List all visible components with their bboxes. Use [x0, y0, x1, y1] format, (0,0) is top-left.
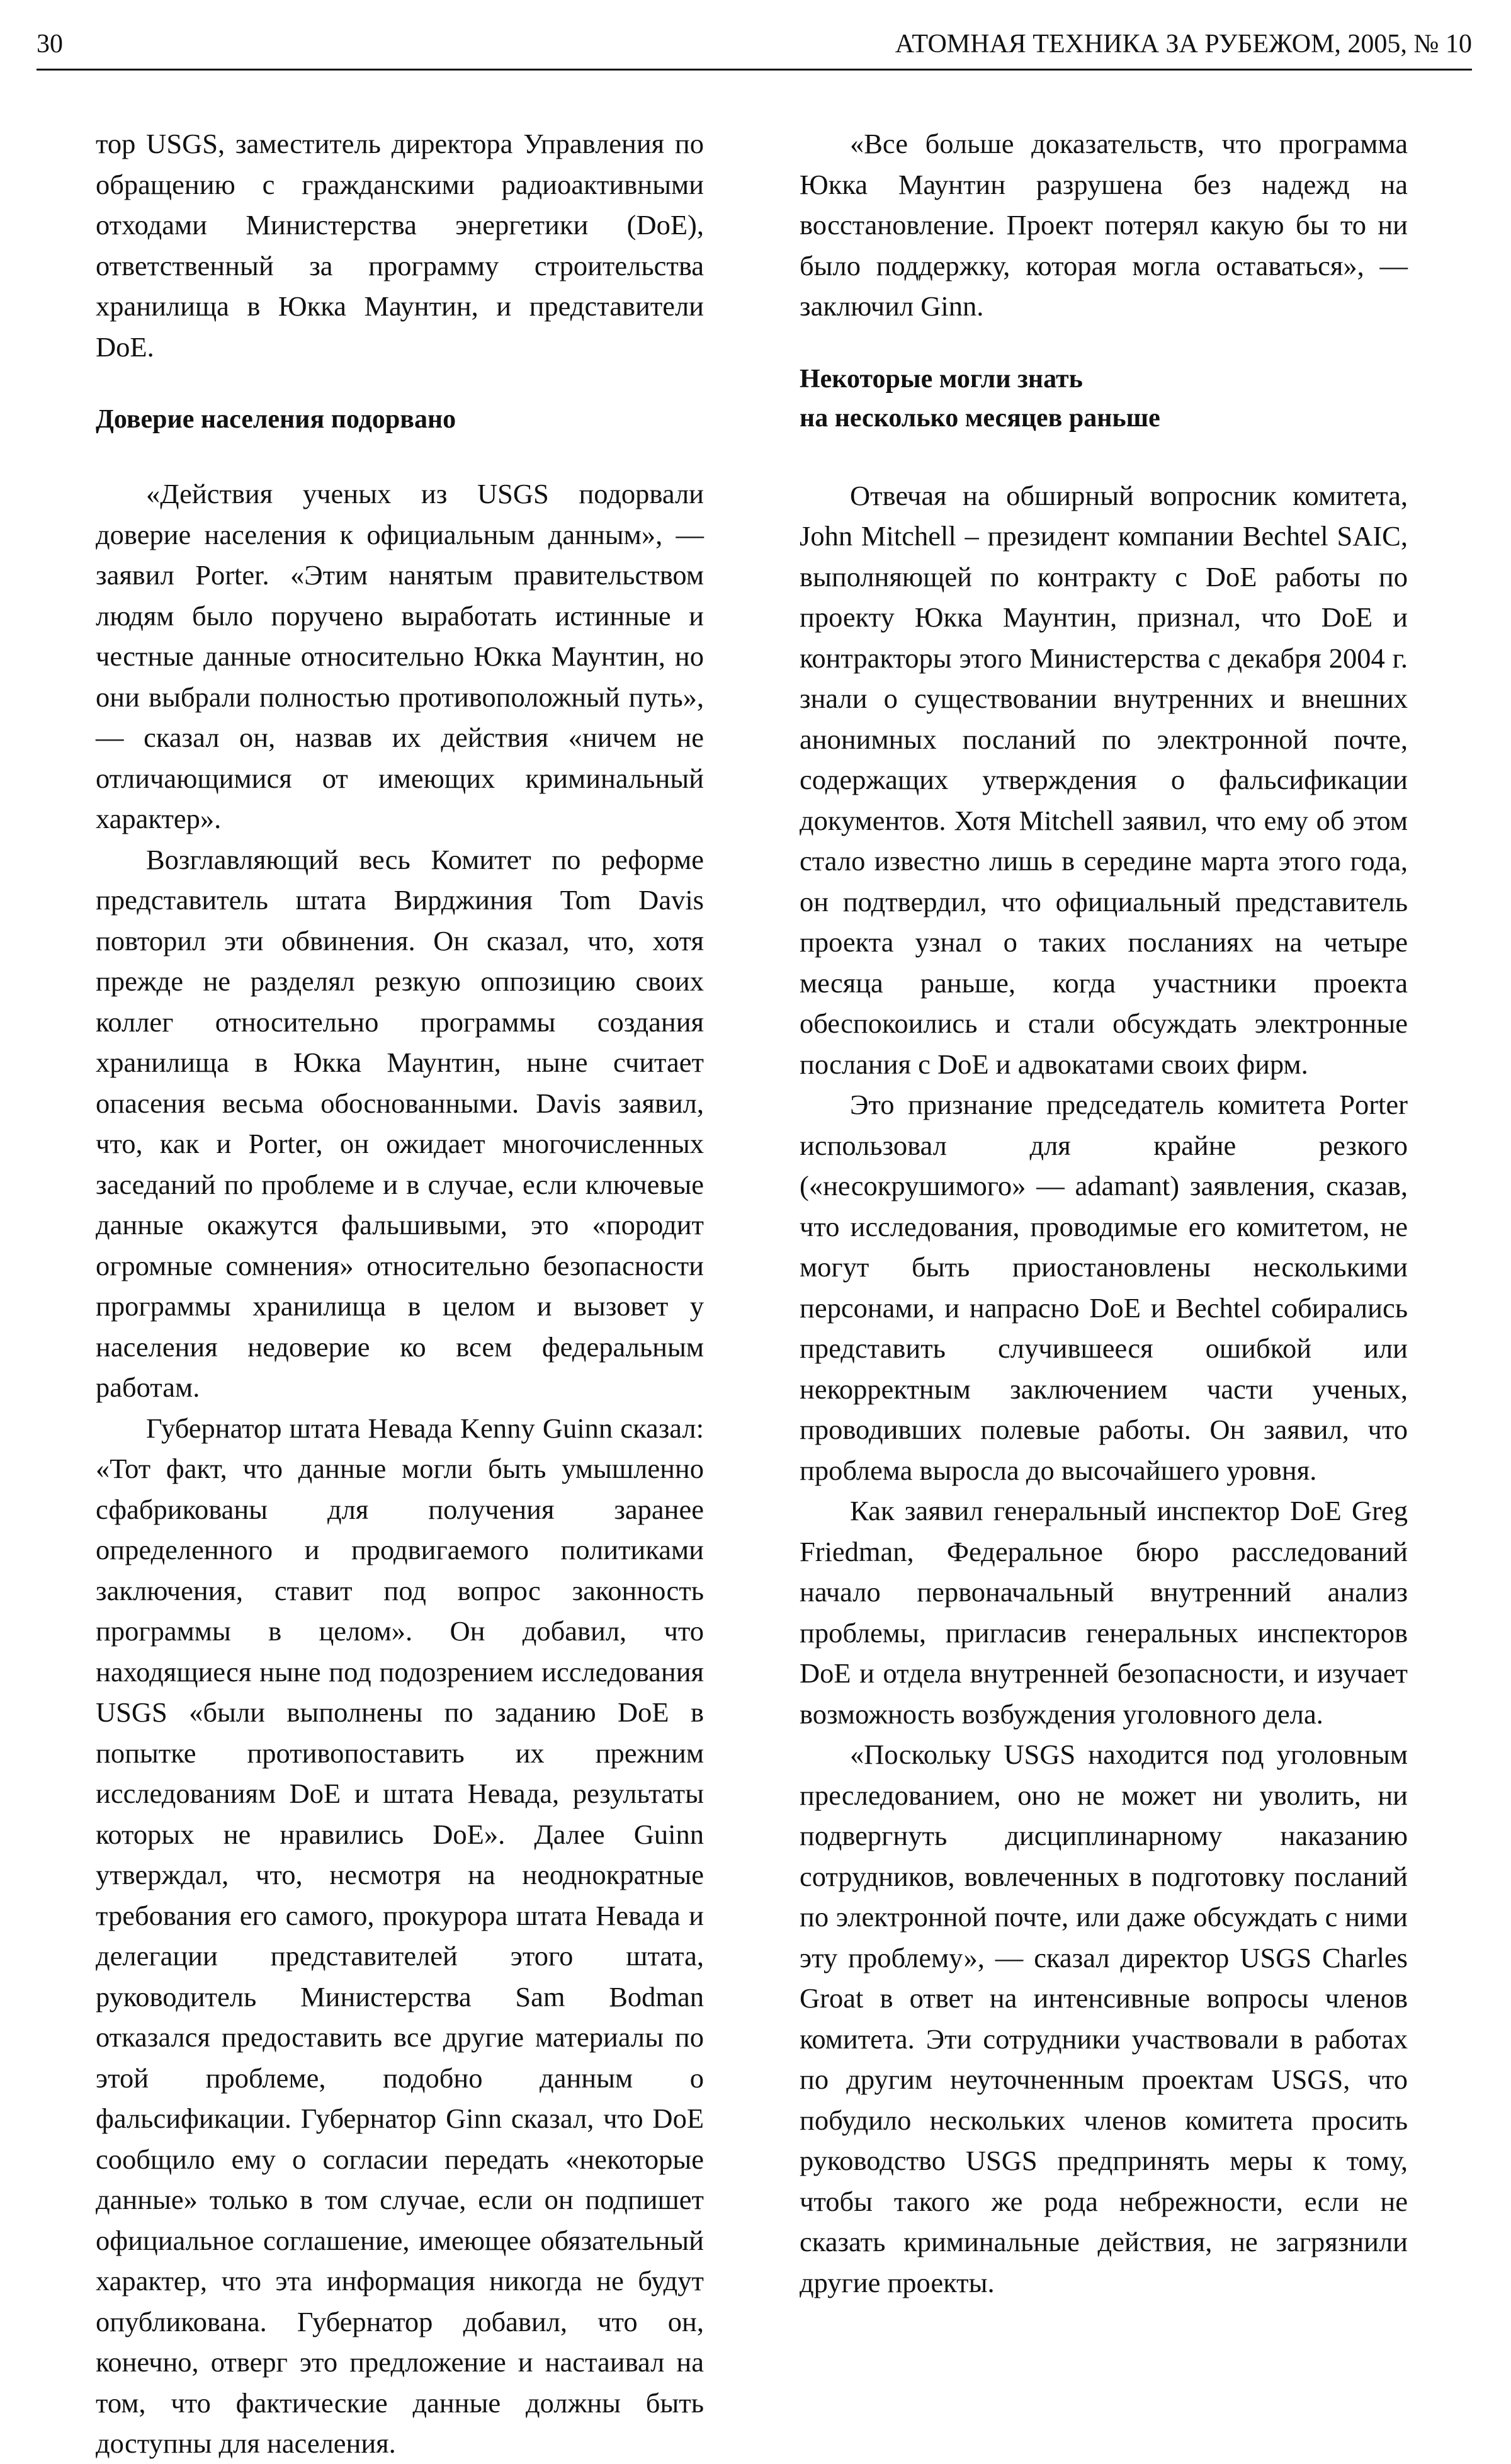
paragraph: «Поскольку USGS находится под уголовным преследованием, оно не может ни уволить, ни подвергнуть дисциплинарному наказанию сотрудников, вовлеченных в подготовку посланий по электронной почте, или даже обсуждать с ними эту проблему», — сказал директор USGS Charles Groat в ответ на интенсивные вопросы членов комитета. Эти сотрудники участвовали в работах по другим неуточненным проектам USGS, что побудило нескольких членов комитета просить руководство USGS предпринять меры к тому, чтобы такого же рода небрежности, если не сказать криминальные действия, не загрязнили другие проекты. — [800, 1739, 1408, 2298]
paragraph: «Действия ученых из USGS подорвали доверие населения к официальным данным», — заявил Porter. «Этим нанятым правительством людям было поручено выработать истинные и честные данные относительно Юкка Маунтин, но они выбрали полностью противоположный путь», — сказал он, назвав их действия «ничем не отличающимися от имеющих криминальный характер». — [96, 478, 704, 834]
paragraph: Возглавляющий весь Комитет по реформе представитель штата Вирджиния Tom Davis повторил эти обвинения. Он сказал, что, хотя прежде не разделял резкую оппозицию своих коллег относительно программы создания хранилища в Юкка Маунтин, ныне считает опасения весьма обоснованными. Davis заявил, что, как и Porter, он ожидает многочисленных заседаний по проблеме и в случае, если ключевые данные окажутся фальшивыми, это «породит огромные сомнения» относительно безопасности программы хранилища в целом и вызовет у населения недоверие ко всем федеральным работам. — [96, 843, 704, 1403]
left-column — [96, 123, 704, 2464]
section-heading-line: Некоторые могли знать — [800, 364, 1083, 394]
paragraph: Это признание председатель комитета Porter использовал для крайне резкого («несокрушимого» — adamant) заявления, сказав, что исследования, проводимые его комитетом, не могут быть приостановлены несколькими персонами, и напрасно DoE и Bechtel собирались представить случившееся ошибкой или некорректным заключением части ученых, проводивших полевые работы. Он заявил, что проблема выросла до высочайшего уровня. — [800, 1089, 1408, 1486]
journal-title: АТОМНАЯ ТЕХНИКА ЗА РУБЕЖОМ, 2005, № 10 — [895, 30, 1472, 59]
section-heading: Доверие населения подорвано — [96, 405, 456, 434]
section-heading-line: на несколько месяцев раньше — [800, 403, 1160, 433]
paragraph: тор USGS, заместитель директора Управления по обращению с гражданскими радиоактивными отходами Министерства энергетики (DoE), ответственный за программу строительства хранилища в Юкка Маунтин, и представители DoE. — [96, 128, 704, 363]
right-column — [800, 123, 1408, 2303]
paragraph: Как заявил генеральный инспектор DoE Greg Friedman, Федеральное бюро расследований начало первоначальный внутренний анализ проблемы, пригласив генеральных инспекторов DoE и отдела внутренней безопасности, и изучает возможность возбуждения уголовного дела. — [800, 1495, 1408, 1730]
paragraph: «Все больше доказательств, что программа Юкка Маунтин разрушена без надежд на восстановление. Проект потерял какую бы то ни было поддержку, которая могла оставаться», — заключил Ginn. — [800, 128, 1408, 322]
page-header — [37, 25, 1472, 71]
page-number: 30 — [37, 30, 63, 59]
paragraph: Отвечая на обширный вопросник комитета, John Mitchell – президент компании Bechtel SAIC, выполняющей по контракту с DoE работы по проекту Юкка Маунтин, признал, что DoE и контракторы этого Министерства с декабря 2004 г. знали о существовании внутренних и внешних анонимных посланий по электронной почте, содержащих утверждения о фальсификации документов. Хотя Mitchell заявил, что ему об этом стало известно лишь в середине марта этого года, он подтвердил, что официальный представитель проекта узнал о таких посланиях на четыре месяца раньше, когда участники проекта обеспокоились и стали обсуждать электронные послания с DoE и адвокатами своих фирм. — [800, 479, 1408, 1080]
paragraph: Губернатор штата Невада Kenny Guinn сказал: «Тот факт, что данные могли быть умышленно сфабрикованы для получения заранее определенного и продвигаемого политиками заключения, ставит под вопрос законность программы в целом». Он добавил, что находящиеся ныне под подозрением исследования USGS «были выполнены по заданию DoE в попытке противопоставить их прежним исследованиям DoE и штата Невада, результаты которых не нравились DoE». Далее Guinn утверждал, что, несмотря на неоднократные требования его самого, прокурора штата Невада и делегации представителей этого штата, руководитель Министерства Sam Bodman отказался предоставить все другие материалы по этой проблеме, подобно данным о фальсификации. Губернатор Ginn сказал, что DoE сообщило ему о согласии передать «некоторые данные» только в том случае, если он подпишет официальное соглашение, имеющее обязательный характер, что эта информация никогда не будут опубликована. Губернатор добавил, что он, конечно, отверг это предложение и настаивал на том, что фактические данные должны быть доступны для населения. — [96, 1412, 704, 2459]
section-heading — [800, 360, 1408, 438]
